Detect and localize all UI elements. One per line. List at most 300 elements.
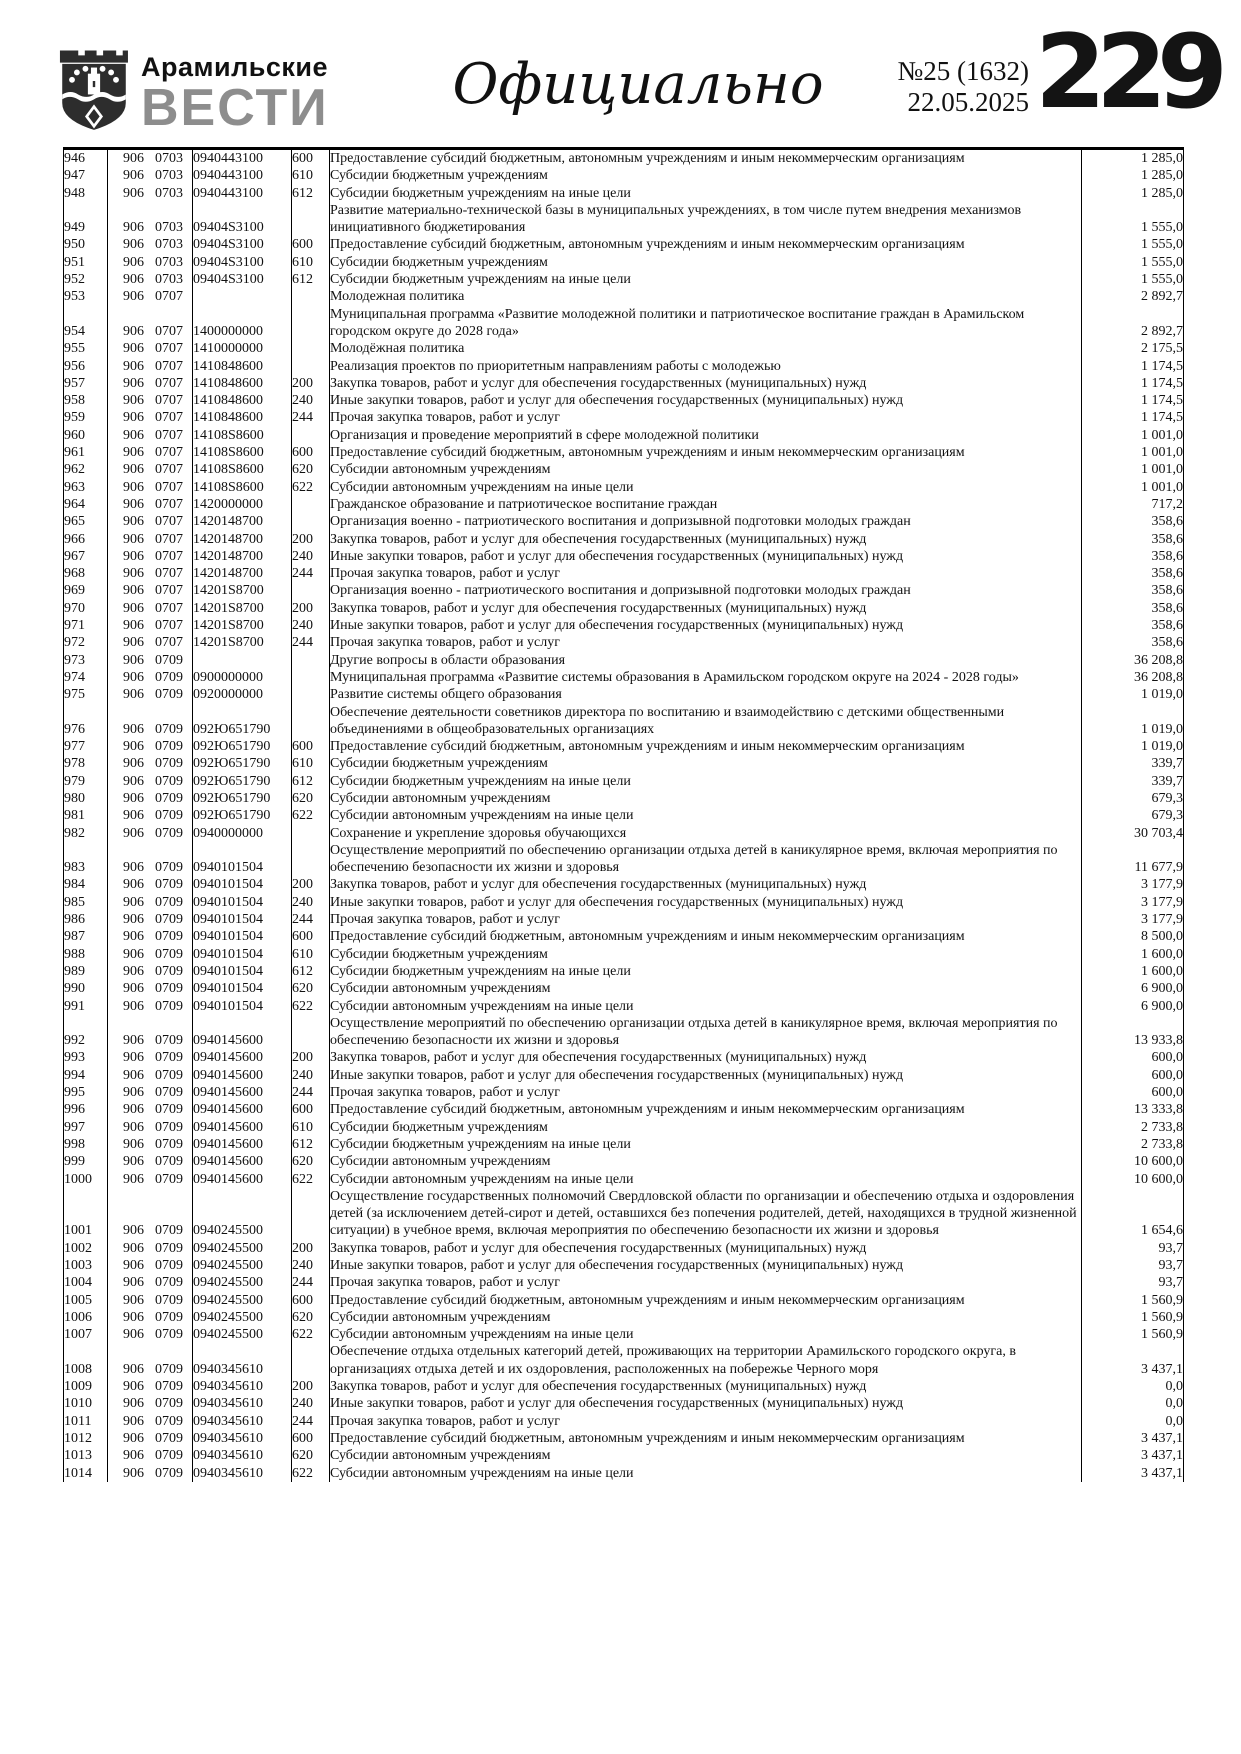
row-number-cell: 953 [64, 288, 108, 305]
grbs-code: 906 [123, 739, 144, 755]
grbs-code: 906 [123, 687, 144, 703]
description-cell: Прочая закупка товаров, работ и услуг [330, 634, 1082, 651]
grbs-section-cell [108, 444, 193, 461]
amount-cell: 11 677,9 [1082, 842, 1184, 877]
section-code: 0703 [155, 254, 183, 270]
expense-type-cell [292, 825, 330, 842]
table-row [64, 790, 1184, 807]
row-number-cell: 975 [64, 686, 108, 703]
section-code: 0709 [155, 1379, 183, 1395]
amount-cell: 600,0 [1082, 1067, 1184, 1084]
grbs-code: 906 [123, 445, 144, 461]
table-row [64, 461, 1184, 478]
expense-type-cell: 244 [292, 634, 330, 651]
row-number-cell: 988 [64, 946, 108, 963]
target-article-cell: 0940145600 [193, 1084, 292, 1101]
grbs-code: 906 [123, 168, 144, 184]
table-row [64, 738, 1184, 755]
table-row [64, 1101, 1184, 1118]
section-code: 0707 [155, 445, 183, 461]
grbs-code: 906 [123, 618, 144, 634]
grbs-section-cell [108, 582, 193, 599]
section-code: 0707 [155, 479, 183, 495]
target-article-cell [193, 288, 292, 305]
grbs-section-cell [108, 1430, 193, 1447]
grbs-code: 906 [123, 1102, 144, 1118]
target-article-cell: 14201S8700 [193, 600, 292, 617]
grbs-section-cell [108, 1378, 193, 1395]
grbs-code: 906 [123, 1309, 144, 1325]
row-number-cell: 986 [64, 911, 108, 928]
row-number-cell: 972 [64, 634, 108, 651]
amount-cell: 0,0 [1082, 1378, 1184, 1395]
expense-type-cell: 244 [292, 565, 330, 582]
target-article-cell: 0940101504 [193, 980, 292, 997]
section-code: 0709 [155, 756, 183, 772]
grbs-code: 906 [123, 514, 144, 530]
amount-cell: 2 175,5 [1082, 340, 1184, 357]
grbs-code: 906 [123, 860, 144, 876]
grbs-code: 906 [123, 808, 144, 824]
amount-cell: 2 892,7 [1082, 306, 1184, 341]
target-article-cell: 0940101504 [193, 894, 292, 911]
grbs-section-cell [108, 634, 193, 651]
row-number-cell: 960 [64, 427, 108, 444]
amount-cell: 6 900,0 [1082, 998, 1184, 1015]
description-cell: Прочая закупка товаров, работ и услуг [330, 565, 1082, 582]
grbs-section-cell [108, 375, 193, 392]
grbs-code: 906 [123, 289, 144, 305]
description-cell: Организация военно - патриотического воспитания и допризывной подготовки молодых граждан [330, 513, 1082, 530]
target-article-cell [193, 652, 292, 669]
description-cell: Субсидии бюджетным учреждениям на иные цели [330, 1136, 1082, 1153]
row-number-cell: 987 [64, 928, 108, 945]
description-cell: Реализация проектов по приоритетным направлениям работы с молодежью [330, 358, 1082, 375]
target-article-cell: 0940000000 [193, 825, 292, 842]
table-row [64, 479, 1184, 496]
row-number-cell: 967 [64, 548, 108, 565]
amount-cell: 358,6 [1082, 600, 1184, 617]
expense-type-cell: 244 [292, 1274, 330, 1291]
amount-cell: 10 600,0 [1082, 1153, 1184, 1170]
grbs-section-cell [108, 1171, 193, 1188]
grbs-code: 906 [123, 981, 144, 997]
target-article-cell: 0940101504 [193, 946, 292, 963]
description-cell: Иные закупки товаров, работ и услуг для обеспечения государственных (муниципальных) нужд [330, 1067, 1082, 1084]
grbs-section-cell [108, 254, 193, 271]
expense-type-cell [292, 1188, 330, 1240]
expense-type-cell: 200 [292, 876, 330, 893]
grbs-section-cell [108, 704, 193, 739]
table-row [64, 149, 1184, 168]
row-number-cell: 977 [64, 738, 108, 755]
section-code: 0709 [155, 1465, 183, 1481]
grbs-code: 906 [123, 652, 144, 668]
table-row [64, 842, 1184, 877]
section-code: 0709 [155, 912, 183, 928]
amount-cell: 36 208,8 [1082, 652, 1184, 669]
target-article-cell: 1420148700 [193, 513, 292, 530]
section-code: 0709 [155, 825, 183, 841]
expense-type-cell: 240 [292, 1395, 330, 1412]
amount-cell: 3 177,9 [1082, 894, 1184, 911]
expense-type-cell [292, 513, 330, 530]
grbs-code: 906 [123, 1292, 144, 1308]
target-article-cell: 0940245500 [193, 1257, 292, 1274]
table-row [64, 669, 1184, 686]
table-row [64, 513, 1184, 530]
grbs-section-cell [108, 513, 193, 530]
section-code: 0709 [155, 1223, 183, 1239]
target-article-cell: 0940245500 [193, 1188, 292, 1240]
expense-type-cell: 244 [292, 1413, 330, 1430]
table-row [64, 1171, 1184, 1188]
row-number-cell: 973 [64, 652, 108, 669]
target-article-cell: 0940245500 [193, 1326, 292, 1343]
expense-type-cell [292, 704, 330, 739]
description-cell: Предоставление субсидий бюджетным, автономным учреждениям и иным некоммерческим организациям [330, 1430, 1082, 1447]
grbs-section-cell [108, 479, 193, 496]
target-article-cell: 0940101504 [193, 963, 292, 980]
amount-cell: 339,7 [1082, 755, 1184, 772]
target-article-cell: 0940345610 [193, 1395, 292, 1412]
grbs-code: 906 [123, 566, 144, 582]
grbs-code: 906 [123, 479, 144, 495]
row-number-cell: 982 [64, 825, 108, 842]
issue-info [898, 56, 1030, 117]
row-number-cell: 998 [64, 1136, 108, 1153]
grbs-code: 906 [123, 1379, 144, 1395]
section-code: 0709 [155, 808, 183, 824]
grbs-section-cell [108, 894, 193, 911]
description-cell: Субсидии бюджетным учреждениям на иные цели [330, 963, 1082, 980]
section-code: 0709 [155, 1240, 183, 1256]
grbs-section-cell [108, 409, 193, 426]
expense-type-cell: 610 [292, 1119, 330, 1136]
amount-cell: 93,7 [1082, 1274, 1184, 1291]
expense-type-cell: 600 [292, 444, 330, 461]
grbs-code: 906 [123, 220, 144, 236]
grbs-code: 906 [123, 825, 144, 841]
table-row [64, 1153, 1184, 1170]
expense-type-cell: 620 [292, 980, 330, 997]
table-row [64, 928, 1184, 945]
section-code: 0709 [155, 669, 183, 685]
expense-type-cell: 622 [292, 479, 330, 496]
expense-type-cell: 200 [292, 531, 330, 548]
section-code: 0703 [155, 237, 183, 253]
description-cell: Субсидии автономным учреждениям на иные цели [330, 1465, 1082, 1482]
amount-cell: 1 560,9 [1082, 1292, 1184, 1309]
table-row [64, 1309, 1184, 1326]
grbs-code: 906 [123, 1067, 144, 1083]
description-cell: Закупка товаров, работ и услуг для обеспечения государственных (муниципальных) нужд [330, 600, 1082, 617]
section-code: 0707 [155, 393, 183, 409]
section-code: 0709 [155, 1396, 183, 1412]
description-cell: Субсидии автономным учреждениям на иные цели [330, 807, 1082, 824]
grbs-section-cell [108, 1465, 193, 1482]
grbs-section-cell [108, 271, 193, 288]
table-row [64, 1049, 1184, 1066]
grbs-section-cell [108, 928, 193, 945]
grbs-code: 906 [123, 1275, 144, 1291]
row-number-cell: 950 [64, 236, 108, 253]
amount-cell: 679,3 [1082, 807, 1184, 824]
amount-cell: 679,3 [1082, 790, 1184, 807]
table-row [64, 531, 1184, 548]
grbs-section-cell [108, 306, 193, 341]
amount-cell: 13 933,8 [1082, 1015, 1184, 1050]
description-cell: Предоставление субсидий бюджетным, автономным учреждениям и иным некоммерческим организациям [330, 236, 1082, 253]
expense-type-cell: 240 [292, 1067, 330, 1084]
row-number-cell: 1014 [64, 1465, 108, 1482]
amount-cell: 1 019,0 [1082, 738, 1184, 755]
grbs-code: 906 [123, 600, 144, 616]
description-cell: Субсидии автономным учреждениям на иные цели [330, 998, 1082, 1015]
grbs-code: 906 [123, 1396, 144, 1412]
row-number-cell: 956 [64, 358, 108, 375]
grbs-section-cell [108, 1015, 193, 1050]
amount-cell: 1 001,0 [1082, 479, 1184, 496]
amount-cell: 1 019,0 [1082, 686, 1184, 703]
section-code: 0709 [155, 877, 183, 893]
section-code: 0709 [155, 1292, 183, 1308]
newspaper-logo [57, 48, 329, 136]
grbs-section-cell [108, 149, 193, 168]
table-row [64, 254, 1184, 271]
description-cell: Развитие материально-технической базы в муниципальных учреждениях, в том числе путем внедрения механизмов инициативного бюджетирования [330, 202, 1082, 237]
description-cell: Субсидии бюджетным учреждениям на иные цели [330, 271, 1082, 288]
table-row [64, 825, 1184, 842]
description-cell: Субсидии автономным учреждениям [330, 1153, 1082, 1170]
table-row [64, 340, 1184, 357]
expense-type-cell: 622 [292, 1465, 330, 1482]
row-number-cell: 990 [64, 980, 108, 997]
row-number-cell: 1011 [64, 1413, 108, 1430]
row-number-cell: 1008 [64, 1343, 108, 1378]
table-row [64, 1326, 1184, 1343]
row-number-cell: 1013 [64, 1447, 108, 1464]
table-row [64, 600, 1184, 617]
target-article-cell: 0940245500 [193, 1240, 292, 1257]
target-article-cell: 14108S8600 [193, 444, 292, 461]
table-row [64, 946, 1184, 963]
description-cell: Сохранение и укрепление здоровья обучающихся [330, 825, 1082, 842]
expense-type-cell [292, 340, 330, 357]
description-cell: Предоставление субсидий бюджетным, автономным учреждениям и иным некоммерческим организациям [330, 738, 1082, 755]
amount-cell: 1 555,0 [1082, 271, 1184, 288]
target-article-cell: 1410848600 [193, 375, 292, 392]
grbs-section-cell [108, 236, 193, 253]
expense-type-cell: 240 [292, 548, 330, 565]
grbs-section-cell [108, 1240, 193, 1257]
target-article-cell: 092Ю651790 [193, 790, 292, 807]
row-number-cell: 989 [64, 963, 108, 980]
description-cell: Закупка товаров, работ и услуг для обеспечения государственных (муниципальных) нужд [330, 876, 1082, 893]
amount-cell: 1 285,0 [1082, 167, 1184, 184]
section-code: 0703 [155, 272, 183, 288]
amount-cell: 8 500,0 [1082, 928, 1184, 945]
grbs-section-cell [108, 1292, 193, 1309]
table-row [64, 1067, 1184, 1084]
description-cell: Прочая закупка товаров, работ и услуг [330, 1084, 1082, 1101]
grbs-section-cell [108, 980, 193, 997]
expense-type-cell [292, 358, 330, 375]
amount-cell: 1 560,9 [1082, 1309, 1184, 1326]
table-row [64, 1136, 1184, 1153]
description-cell: Иные закупки товаров, работ и услуг для обеспечения государственных (муниципальных) нужд [330, 392, 1082, 409]
amount-cell: 3 437,1 [1082, 1430, 1184, 1447]
amount-cell: 1 555,0 [1082, 236, 1184, 253]
target-article-cell: 0940345610 [193, 1465, 292, 1482]
amount-cell: 6 900,0 [1082, 980, 1184, 997]
row-number-cell: 952 [64, 271, 108, 288]
description-cell: Молодёжная политика [330, 340, 1082, 357]
grbs-code: 906 [123, 1085, 144, 1101]
section-code: 0709 [155, 1154, 183, 1170]
row-number-cell: 958 [64, 392, 108, 409]
row-number-cell: 983 [64, 842, 108, 877]
grbs-section-cell [108, 738, 193, 755]
grbs-code: 906 [123, 1258, 144, 1273]
table-row [64, 167, 1184, 184]
table-row [64, 1292, 1184, 1309]
table-row [64, 1343, 1184, 1378]
grbs-section-cell [108, 392, 193, 409]
row-number-cell: 993 [64, 1049, 108, 1066]
grbs-section-cell [108, 1343, 193, 1378]
target-article-cell: 1410000000 [193, 340, 292, 357]
expense-type-cell: 240 [292, 1257, 330, 1274]
grbs-section-cell [108, 1413, 193, 1430]
table-row [64, 582, 1184, 599]
grbs-section-cell [108, 496, 193, 513]
grbs-code: 906 [123, 427, 144, 443]
row-number-cell: 954 [64, 306, 108, 341]
expense-type-cell: 244 [292, 911, 330, 928]
section-code: 0709 [155, 721, 183, 737]
grbs-section-cell [108, 565, 193, 582]
expense-type-cell: 612 [292, 1136, 330, 1153]
issue-date: 22.05.2025 [907, 86, 1029, 117]
row-number-cell: 980 [64, 790, 108, 807]
expense-type-cell: 610 [292, 755, 330, 772]
grbs-code: 906 [123, 998, 144, 1014]
row-number-cell: 948 [64, 185, 108, 202]
section-code: 0707 [155, 548, 183, 564]
row-number-cell: 951 [64, 254, 108, 271]
target-article-cell: 0940101504 [193, 928, 292, 945]
row-number-cell: 991 [64, 998, 108, 1015]
grbs-code: 906 [123, 929, 144, 945]
table-row [64, 652, 1184, 669]
target-article-cell: 0940145600 [193, 1171, 292, 1188]
grbs-code: 906 [123, 323, 144, 339]
grbs-code: 906 [123, 462, 144, 478]
description-cell: Предоставление субсидий бюджетным, автономным учреждениям и иным некоммерческим организациям [330, 1292, 1082, 1309]
amount-cell: 1 285,0 [1082, 149, 1184, 168]
amount-cell: 1 560,9 [1082, 1326, 1184, 1343]
target-article-cell: 1410848600 [193, 358, 292, 375]
description-cell: Субсидии бюджетным учреждениям [330, 755, 1082, 772]
grbs-section-cell [108, 963, 193, 980]
grbs-code: 906 [123, 341, 144, 357]
table-row [64, 185, 1184, 202]
row-number-cell: 966 [64, 531, 108, 548]
expense-type-cell [292, 306, 330, 341]
section-code: 0707 [155, 323, 183, 339]
grbs-section-cell [108, 1119, 193, 1136]
grbs-section-cell [108, 790, 193, 807]
target-article-cell: 0940101504 [193, 998, 292, 1015]
amount-cell: 93,7 [1082, 1240, 1184, 1257]
target-article-cell: 14108S8600 [193, 461, 292, 478]
expense-type-cell: 600 [292, 928, 330, 945]
expense-type-cell: 610 [292, 167, 330, 184]
description-cell: Обеспечение отдыха отдельных категорий детей, проживающих на территории Арамильского городского округа, в организациях отдыха детей и их оздоровления, расположенных на побережье Черного моря [330, 1343, 1082, 1378]
description-cell: Прочая закупка товаров, работ и услуг [330, 1274, 1082, 1291]
expense-type-cell: 600 [292, 1430, 330, 1447]
amount-cell: 717,2 [1082, 496, 1184, 513]
row-number-cell: 1002 [64, 1240, 108, 1257]
section-code: 0707 [155, 410, 183, 426]
section-code: 0703 [155, 220, 183, 236]
table-row [64, 1084, 1184, 1101]
grbs-section-cell [108, 1326, 193, 1343]
grbs-code: 906 [123, 358, 144, 374]
row-number-cell: 1000 [64, 1171, 108, 1188]
table-row [64, 496, 1184, 513]
grbs-code: 906 [123, 393, 144, 409]
expense-type-cell: 620 [292, 1309, 330, 1326]
grbs-code: 906 [123, 721, 144, 737]
row-number-cell: 949 [64, 202, 108, 237]
grbs-code: 906 [123, 237, 144, 253]
amount-cell: 1 555,0 [1082, 202, 1184, 237]
amount-cell: 1 600,0 [1082, 963, 1184, 980]
section-code: 0709 [155, 894, 183, 910]
description-cell: Предоставление субсидий бюджетным, автономным учреждениям и иным некоммерческим организациям [330, 928, 1082, 945]
target-article-cell: 0940443100 [193, 167, 292, 184]
target-article-cell: 0940145600 [193, 1136, 292, 1153]
target-article-cell: 092Ю651790 [193, 755, 292, 772]
grbs-section-cell [108, 946, 193, 963]
expense-type-cell: 622 [292, 998, 330, 1015]
grbs-section-cell [108, 548, 193, 565]
grbs-section-cell [108, 167, 193, 184]
description-cell: Осуществление мероприятий по обеспечению организации отдыха детей в каникулярное время, включая мероприятия по обеспечению безопасности их жизни и здоровья [330, 1015, 1082, 1050]
table-row [64, 1465, 1184, 1482]
section-code: 0707 [155, 514, 183, 530]
section-code: 0707 [155, 462, 183, 478]
table-row [64, 409, 1184, 426]
amount-cell: 358,6 [1082, 548, 1184, 565]
amount-cell: 358,6 [1082, 565, 1184, 582]
description-cell: Иные закупки товаров, работ и услуг для обеспечения государственных (муниципальных) нужд [330, 548, 1082, 565]
description-cell: Гражданское образование и патриотическое воспитание граждан [330, 496, 1082, 513]
description-cell: Организация военно - патриотического воспитания и допризывной подготовки молодых граждан [330, 582, 1082, 599]
amount-cell: 1 174,5 [1082, 375, 1184, 392]
description-cell: Субсидии бюджетным учреждениям на иные цели [330, 185, 1082, 202]
section-code: 0709 [155, 1309, 183, 1325]
expense-type-cell: 612 [292, 773, 330, 790]
row-number-cell: 1004 [64, 1274, 108, 1291]
amount-cell: 36 208,8 [1082, 669, 1184, 686]
description-cell: Предоставление субсидий бюджетным, автономным учреждениям и иным некоммерческим организациям [330, 1101, 1082, 1118]
issue-number: №25 (1632) [897, 56, 1029, 86]
grbs-code: 906 [123, 583, 144, 599]
amount-cell: 1 001,0 [1082, 461, 1184, 478]
